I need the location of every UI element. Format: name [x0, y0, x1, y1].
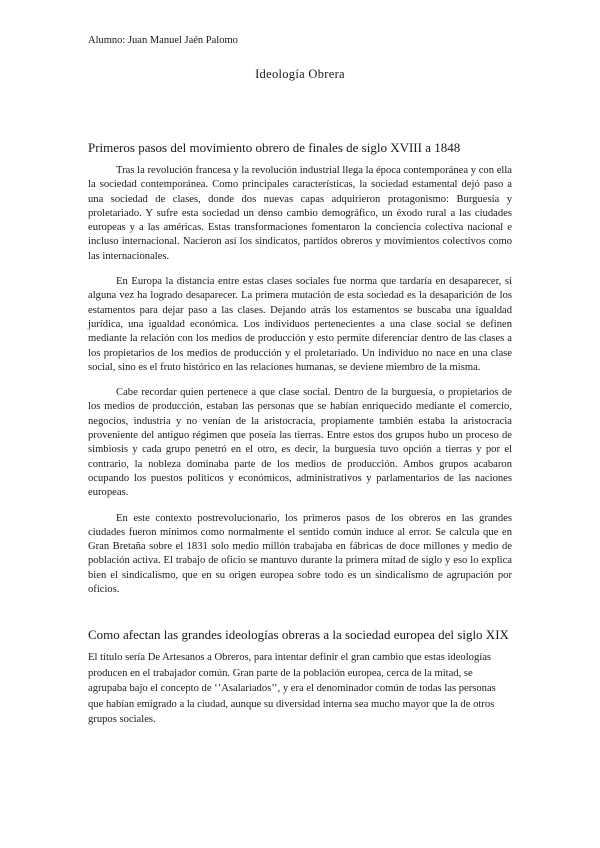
student-name: Alumno: Juan Manuel Jaén Palomo [88, 35, 238, 46]
section-1-paragraph-2: En Europa la distancia entre estas clases sociales fue norma que tardaría en desaparecer, si alguna vez ha logrado desaparecer. La primera mutación de esta sociedad es la desaparición de los estamentos para dejar paso a las clases. Dejando atrás los estamentos se buscaba una igualdad jurídica, una igualdad económica. Los individuos pertenecientes a una clase social se definen mediante la relación con los medios de producción y esto permite diferenciar dentro de las clases a los propietarios de los medios de producción y el proletariado. Un individuo no nace en una clase social, sino es el fruto histórico en las relaciones humanas, se deviene miembro de la misma. [88, 276, 512, 373]
section-2-paragraph-1: El título sería De Artesanos a Obreros, para intentar definir el gran cambio que estas ideologías producen en el trabajador común. Gran parte de la población europea, cerca de la mitad, se agrupaba bajo el concepto de ‘’Asalariados’’, y era el denominador común de todas las personas que habían emigrado a la ciudad, aunque su diversidad interna sea mucho mayor que la de otros grupos sociales. [88, 652, 496, 726]
section-1-paragraph-1: Tras la revolución francesa y la revolución industrial llega la época contemporánea y con ella la sociedad contemporánea. Como principales características, la sociedad estamental dejó paso a una sociedad de clases, donde dos nuevas capas adquirieron protagonismo: Burguesía y proletariado. Y sufre esta sociedad un denso cambio demográfico, un éxodo rural a las ciudades europeas y a las américas. Estas transformaciones fomentaron la conciencia colectiva nacional e incluso internacional. Nacieron así los sindicatos, partidos obreros y movimientos colectivos como las internacionales. [88, 165, 512, 262]
document-title: Ideología Obrera [255, 67, 345, 81]
section-1-paragraph-3: Cabe recordar quien pertenece a que clase social. Dentro de la burguesía, o propietarios de los medios de producción, estaban las personas que se habían enriquecido mediante el comercio, negocios, industria y no venían de la aristocracia, propiamente también estaba la aristocracia proveniente del antiguo régimen que poseía las tierras. Entre estos dos grupos hubo un proceso de simbiosis y cada grupo penetró en el otro, es decir, la burguesía tuvo opción a tierras y por el contrario, la nobleza dominaba parte de los medios de producción. Ambos grupos acabaron ocupando los puestos políticos y económicos, administrativos y parlamentarios de las naciones europeas. [88, 387, 512, 499]
section-1-heading: Primeros pasos del movimiento obrero de finales de siglo XVIII a 1848 [88, 140, 461, 155]
section-1-paragraph-4: En este contexto postrevolucionario, los primeros pasos de los obreros en las grandes ciudades fueron mínimos como normalmente el sentido común induce al error. Se calcula que en Gran Bretaña sobre el 1831 solo medio millón trabajaba en fábricas de doce millones y medio de población activa. El trabajo de oficio se mantuvo durante la primera mitad de siglo y eso lo explica bien el sindicalismo, que en su origen europea sobre todo es un sindicalismo de agrupación por oficios. [88, 512, 512, 596]
section-2-heading: Como afectan las grandes ideologías obreras a la sociedad europea del siglo XIX [88, 627, 509, 643]
